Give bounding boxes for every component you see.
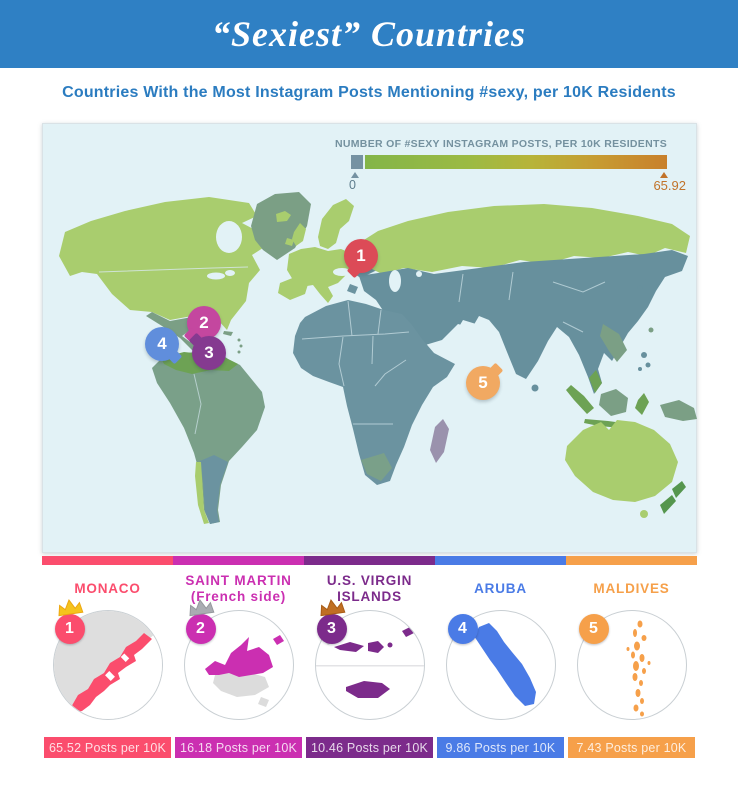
madagascar xyxy=(430,419,449,463)
value-bar-aruba: 9.86 Posts per 10K xyxy=(437,737,564,758)
header-bar xyxy=(0,0,738,68)
legend-min-label: 0 xyxy=(349,178,356,192)
gold-crown-icon xyxy=(55,597,83,617)
country-map-circle xyxy=(184,610,294,720)
country-name: MONACO xyxy=(74,581,141,596)
stripe-segment-1 xyxy=(42,556,173,565)
legend-zero-square xyxy=(351,155,363,169)
rank-badge: 5 xyxy=(579,614,609,644)
australia xyxy=(565,420,678,518)
legend-title: NUMBER OF #SEXY INSTAGRAM POSTS, PER 10K RESIDENTS xyxy=(335,138,667,150)
bronze-crown-icon xyxy=(317,597,345,617)
country-map-circle xyxy=(53,610,163,720)
legend-gradient xyxy=(365,155,667,169)
country-map-circle xyxy=(577,610,687,720)
country-cards xyxy=(42,568,697,720)
value-bar-monaco: 65.52 Posts per 10K xyxy=(44,737,171,758)
rank-badge: 2 xyxy=(186,614,216,644)
value-bar-saint-martin: 16.18 Posts per 10K xyxy=(175,737,302,758)
world-map-panel xyxy=(42,123,697,553)
north-america xyxy=(59,197,266,330)
value-bar-us-virgin-islands: 10.46 Posts per 10K xyxy=(306,737,433,758)
map-marker-4-aruba: 4 xyxy=(145,327,179,361)
rank-badge: 4 xyxy=(448,614,478,644)
silver-crown-icon xyxy=(186,597,214,617)
rank-badge: 3 xyxy=(317,614,347,644)
card-monaco xyxy=(42,568,173,720)
country-map-circle xyxy=(446,610,556,720)
country-name: ARUBA xyxy=(474,581,527,596)
value-bars-row xyxy=(42,737,697,758)
stripe-segment-3 xyxy=(304,556,435,565)
country-map-circle xyxy=(315,610,425,720)
page-title: “Sexiest” Countries xyxy=(211,14,527,54)
map-marker-1-monaco: 1 xyxy=(344,239,378,273)
stripe-segment-5 xyxy=(566,556,697,565)
map-legend xyxy=(335,138,686,193)
map-marker-5-maldives: 5 xyxy=(466,366,500,400)
card-maldives xyxy=(566,568,697,720)
country-name: U.S. VIRGIN ISLANDS xyxy=(326,573,413,604)
stripe-segment-2 xyxy=(173,556,304,565)
stripe-segment-4 xyxy=(435,556,566,565)
subtitle: Countries With the Most Instagram Posts Mentioning #sexy, per 10K Residents xyxy=(62,84,676,101)
country-name: MALDIVES xyxy=(593,581,670,596)
rank-badge: 1 xyxy=(55,614,85,644)
legend-gradient-bar xyxy=(351,155,667,169)
card-aruba xyxy=(435,568,566,720)
rank-color-stripe xyxy=(42,556,697,565)
value-bar-maldives: 7.43 Posts per 10K xyxy=(568,737,695,758)
card-saint-martin xyxy=(173,568,304,720)
country-name: SAINT MARTIN (French side) xyxy=(185,573,292,604)
legend-max-label: 65.92 xyxy=(653,178,686,193)
map-marker-2-saint-martin: 2 xyxy=(187,306,221,340)
south-america xyxy=(152,352,265,524)
map-marker-3-us-virgin-islands: 3 xyxy=(192,336,226,370)
indonesia xyxy=(566,385,697,428)
card-us-virgin-islands xyxy=(304,568,435,720)
